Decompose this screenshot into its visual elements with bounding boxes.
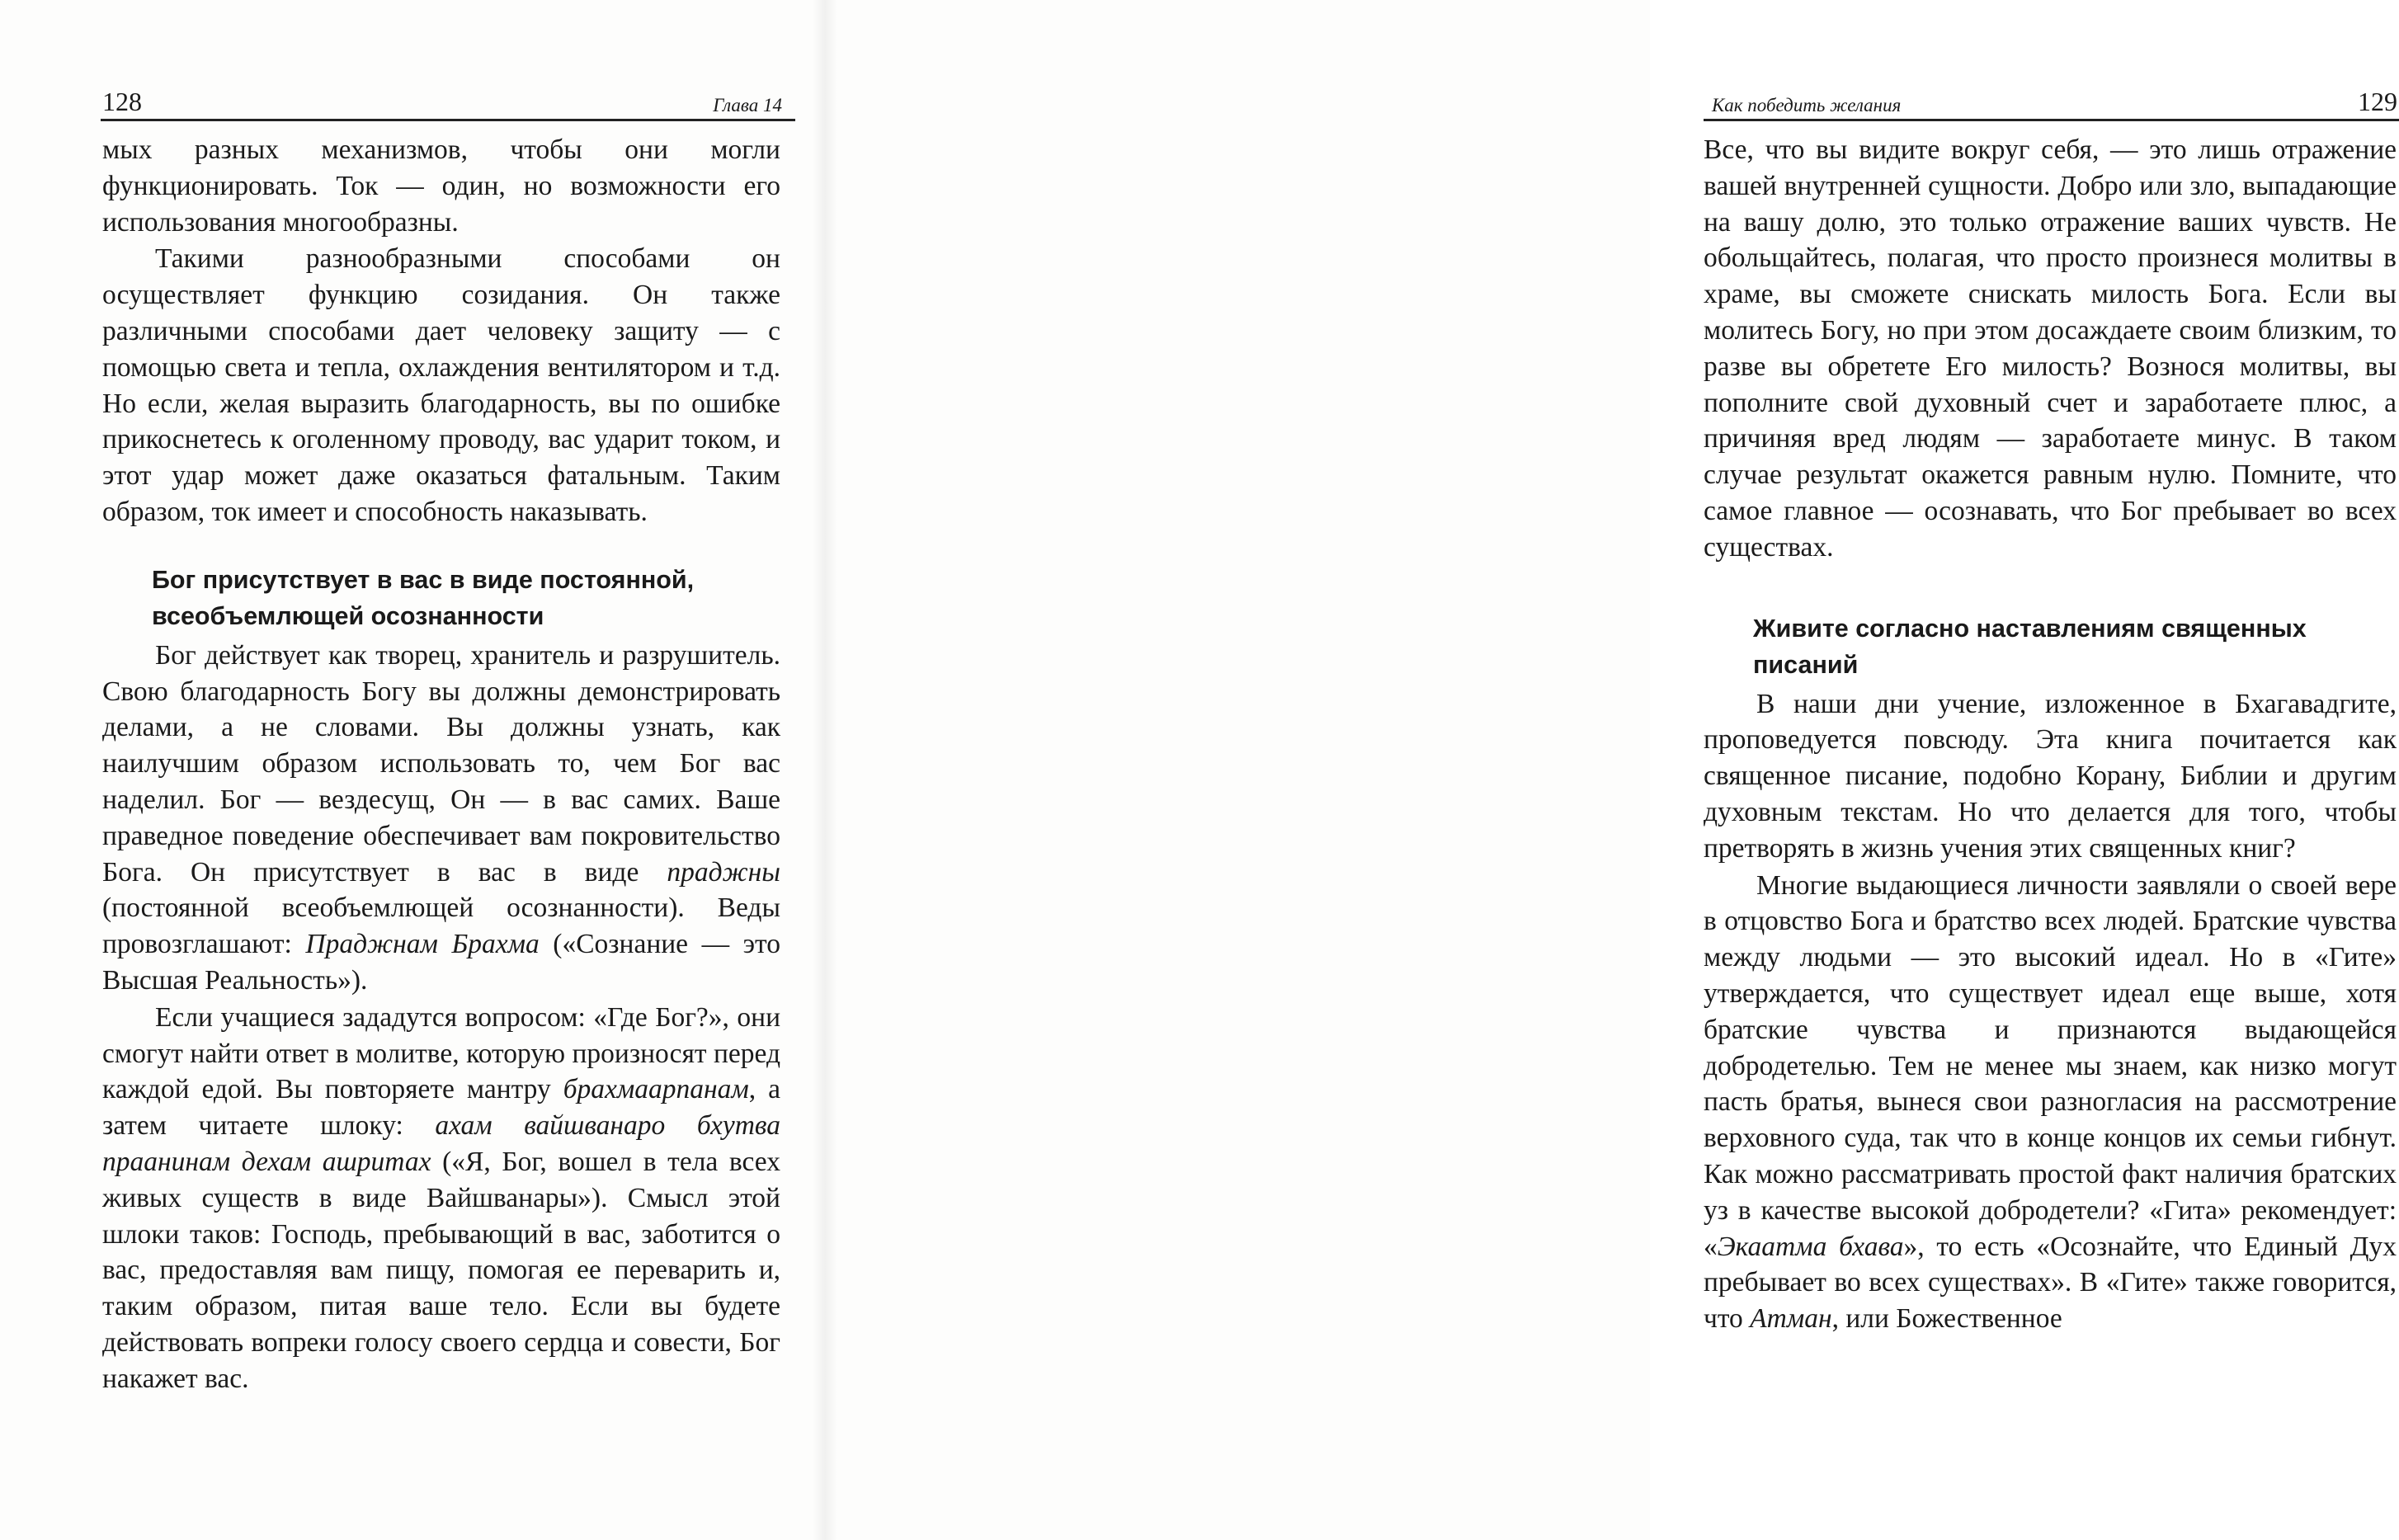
paragraph: В наши дни учение, изложенное в Бхагавадгите, проповедуется повсюду. Эта книга почитается как священное писание, подобно Корану, Библии и другим духовным текстам. Но что делается для того, чтобы претворять в жизнь учения этих священных книг?: [1704, 688, 2397, 864]
right-page: [825, 0, 2397, 1540]
paragraph: Многие выдающиеся личности заявляли о своей вере в отцовство Бога и братство всех людей. Братские чувства между людьми — это высокий идеал. Но в «Гите» утверждается, что существует идеал еще выше, хотя братские чувства и признаются выдающейся добродетелью. Тем не менее мы знаем, как низко могут пасть братья, вынеся свои разногласия на рассмотрение верховного суда, так что в конце концов их семьи гибнут. Как можно рассматривать простой факт наличия братских уз в качестве высокой добродетели? «Гита» рекомендует: «Экаатма бхава», то есть «Осознайте, что Единый Дух пребывает во всех существах». В «Гите» также говорится, что Атман, или Божественное: [1704, 869, 2397, 1335]
left-page-header: [101, 81, 795, 121]
section-heading: Живите согласно наставлениям священных писаний: [1753, 614, 2307, 679]
left-page-number: 128: [102, 87, 142, 116]
paragraph: Если учащиеся зададутся вопросом: «Где Бог?», они смогут найти ответ в молитве, которую произносят перед каждой едой. Вы повторяете мантру брахмаарпанам, а затем читаете шлоку: ахам вайшванаро бхутва праанинам дехам ашритах («Я, Бог, вошел в тела всех живых существ в виде Вайшванары»). Смысл этой шлоки таков: Господь, пребывающий в вас, заботится о вас, предоставляя вам пищу, помогая ее переварить и, таким образом, питая ваше тело. Если вы будете действовать вопреки голосу своего сердца и совести, Бог накажет вас.: [102, 1001, 780, 1394]
left-page: [0, 0, 825, 1540]
paragraph: Все, что вы видите вокруг себя, — это лишь отражение вашей внутренней сущности. Добро или зло, выпадающие на вашу долю, это только отражение ваших чувств. Не обольщайтесь, полагая, что просто произнеся молитвы в храме, вы сможете снискать милость Бога. Если вы молитесь Богу, но при этом досаждаете своим близким, то разве вы обретете Его милость? Вознося молитвы, вы пополните свой духовный счет и заработаете плюс, а причиняя вред людям — заработаете минус. В таком случае результат окажется равным нулю. Помните, что самое главное — осознавать, что Бог пребывает во всех существах.: [1704, 134, 2397, 563]
left-text-column: [102, 132, 780, 1398]
left-running-header: Глава 14: [713, 95, 782, 115]
right-running-header: Как победить желания: [1712, 95, 1902, 115]
right-text-column: [1704, 132, 2397, 1338]
right-page-header: [1704, 81, 2399, 121]
section-heading: Бог присутствует в вас в виде постоянной, всеобъемлющей осознанности: [152, 565, 695, 630]
paragraph: мых разных механизмов, чтобы они могли функционировать. Ток — один, но возможности его использования многообразны.: [102, 134, 780, 238]
right-page-number: 129: [2358, 87, 2397, 116]
paragraph: Такими разнообразными способами он осуществляет функцию созидания. Он также различными способами дает человеку защиту — с помощью света и тепла, охлаждения вентилятором и т.д. Но если, желая выразить благодарность, вы по ошибке прикоснетесь к оголенному проводу, вас ударит током, и этот удар может даже оказаться фатальным. Таким образом, ток имеет и способность наказывать.: [102, 243, 780, 527]
paragraph: Бог действует как творец, хранитель и разрушитель. Свою благодарность Богу вы должны демонстрировать делами, а не словами. Вы должны узнать, как наилучшим образом использовать то, чем Бог вас наделил. Бог — вездесущ, Он — в вас самих. Ваше праведное поведение обеспечивает вам покровительство Бога. Он присутствует в вас в виде праджны (постоянной всеобъемлющей осознанности). Веды провозглашают: Праджнам Брахма («Сознание — это Высшая Реальность»).: [102, 639, 780, 996]
